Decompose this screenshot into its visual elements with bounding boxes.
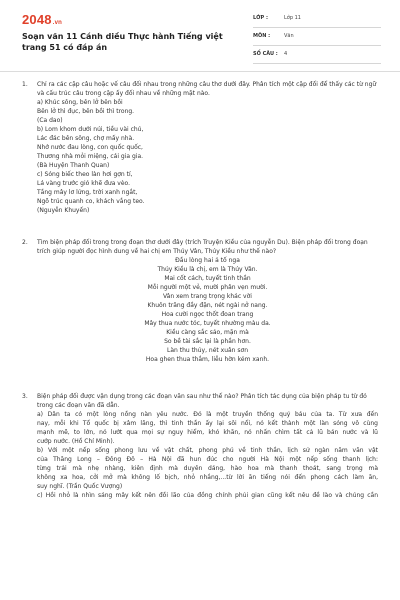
meta-label: LỚP : xyxy=(253,15,268,21)
question-1 xyxy=(0,80,400,215)
question-number: 3. xyxy=(22,393,28,400)
question-spacer xyxy=(0,215,400,238)
paragraph-line: của Thăng Long – Đông Đô – Hà Nội đã hun đúc cho người Hà Nội một nếp sống thanh lịch: xyxy=(37,456,378,463)
meta-value: Lớp 11 xyxy=(284,15,301,21)
poem-line: c) Sóng biếc theo làn hơi gợn tí, xyxy=(37,171,133,178)
poem-line: Kiều càng sắc sảo, mặn mà xyxy=(166,329,249,336)
document-meta xyxy=(253,12,381,64)
poem-line: Khuôn trăng đầy đặn, nét ngài nở nang. xyxy=(147,302,268,309)
poem-line: Làn thu thủy, nét xuân sơn xyxy=(166,347,248,354)
page-header xyxy=(0,0,400,62)
poem-line: Ngõ trúc quanh co, khách vắng teo. xyxy=(37,198,145,205)
question-list xyxy=(0,80,400,500)
question-number: 2. xyxy=(22,239,28,246)
poem-line: Tầng mây lơ lửng, trời xanh ngắt, xyxy=(37,189,138,196)
meta-value: 4 xyxy=(284,51,288,57)
poem-line: Nhớ nước đau lòng, con quốc quốc, xyxy=(37,144,143,151)
page-title: Soạn văn 11 Cánh diều Thực hành Tiếng việt trang 51 có đáp án xyxy=(22,32,223,52)
paragraph-line: từng trải mà nhẹ nhàng, kiên định mà duyên dáng, hào hoa mà thanh thoát, sang trọng mà xyxy=(37,465,378,472)
poem-line: Mây thua nước tóc, tuyết nhường màu da. xyxy=(144,320,271,327)
question-3 xyxy=(0,392,400,500)
meta-row-subject xyxy=(253,30,381,46)
poem-line: a) Khúc sông, bên lở bên bồi xyxy=(37,99,123,106)
meta-value: Văn xyxy=(284,33,294,39)
site-logo[interactable] xyxy=(22,12,62,27)
poem-line: Bên lở thì đục, bên bồi thì trong. xyxy=(37,108,135,115)
poem-line: Lác đác bên sông, chợ mấy nhà. xyxy=(37,135,135,142)
poem-line: Vân xem trang trọng khác vời xyxy=(163,293,252,300)
question-2 xyxy=(0,238,400,364)
meta-row-question-count xyxy=(253,48,381,64)
paragraph-line: cướp nước. (Hồ Chí Minh). xyxy=(37,438,115,445)
meta-label: SỐ CÂU : xyxy=(253,51,278,57)
paragraph-line: mạnh mẽ, to lớn, nó lướt qua mọi sự nguy hiểm, khó khăn, nó nhấn chìm tất cả lũ bán nước và lũ xyxy=(37,429,378,436)
poem-line: (Ca dao) xyxy=(37,117,63,124)
poem-line: Lá vàng trước gió khẽ đưa vèo. xyxy=(37,180,131,187)
poem-line: Hoa ghen thua thắm, liễu hờn kém xanh. xyxy=(145,356,270,363)
paragraph-line: không xa hoa, cởi mở mà không lố bịch, nhỏ nhắng,...từ lời ăn tiếng nói đến phong cách làm ăn, xyxy=(37,474,378,481)
logo-suffix: .vn xyxy=(52,20,63,26)
question-prompt: Biện pháp đối được vận dụng trong các đoạn văn sau như thế nào? Phân tích tác dụng của biện pháp tu từ đó trong các đoạn văn đã dẫn. xyxy=(37,393,367,409)
poem-line: Mai cốt cách, tuyết tinh thần xyxy=(164,275,251,282)
paragraph-line: a) Dân ta có một lòng nồng nàn yêu nước. Đó là một truyền thống quý báu của ta. Từ xưa đến xyxy=(37,411,378,418)
header-divider xyxy=(0,71,400,72)
poem-line: Đầu lòng hai ả tố nga xyxy=(175,257,240,264)
poem-line: Thương nhà mỏi miệng, cái gia gia. xyxy=(37,153,144,160)
poem-line: (Nguyễn Khuyến) xyxy=(37,207,90,214)
poem-line: Thúy Kiều là chị, em là Thúy Vân. xyxy=(157,266,258,273)
question-prompt: Tìm biện pháp đối trong trong đoạn thơ dưới đây (trích Truyện Kiều của nguyễn Du). Biện pháp đối trong đoạn trích giúp người đọc hình dung về hai chị em Thúy Vân, Thúy Kiều như thế nào? xyxy=(37,239,368,255)
paragraph-line: c) Hồi nhỏ là nhìn sáng mây kết nên đồi lão của đồng chính phủi gian cũng kết nêu đề lào và chúng cần xyxy=(37,492,378,499)
meta-row-class xyxy=(253,12,381,28)
poem-line: (Bà Huyện Thanh Quan) xyxy=(37,162,110,169)
paragraph-line: suy nghĩ. (Trần Quốc Vượng) xyxy=(37,483,123,490)
poem-line: So bề tài sắc lại là phần hơn. xyxy=(164,338,251,345)
question-prompt: Chỉ ra các cặp câu hoặc vế câu đối nhau trong những câu thơ dưới đây. Phân tích một cặp đối để thấy các từ ngữ và cấu trúc câu trong cặp ấy đối nhau về những mặt nào. xyxy=(37,81,377,97)
meta-label: MÔN : xyxy=(253,33,271,39)
logo-text: 2048 xyxy=(22,12,52,27)
poem-line: Hoa cười ngọc thốt đoan trang xyxy=(161,311,254,318)
question-spacer xyxy=(0,364,400,392)
poem-line: b) Lom khom dưới núi, tiều vài chú, xyxy=(37,126,144,133)
poem-line: Mỗi người một vẻ, mười phân vẹn mười. xyxy=(147,284,268,291)
paragraph-line: nay, mỗi khi Tổ quốc bị xâm lăng, thì tinh thần ấy lại sôi nổi, nó kết thành một làn sóng vô cùng xyxy=(37,420,378,427)
question-number: 1. xyxy=(22,81,28,88)
paragraph-line: b) Với một nếp sống phong lưu về vật chất, phong phú về tinh thần, lịch sử ngàn năm văn vật xyxy=(37,447,378,454)
